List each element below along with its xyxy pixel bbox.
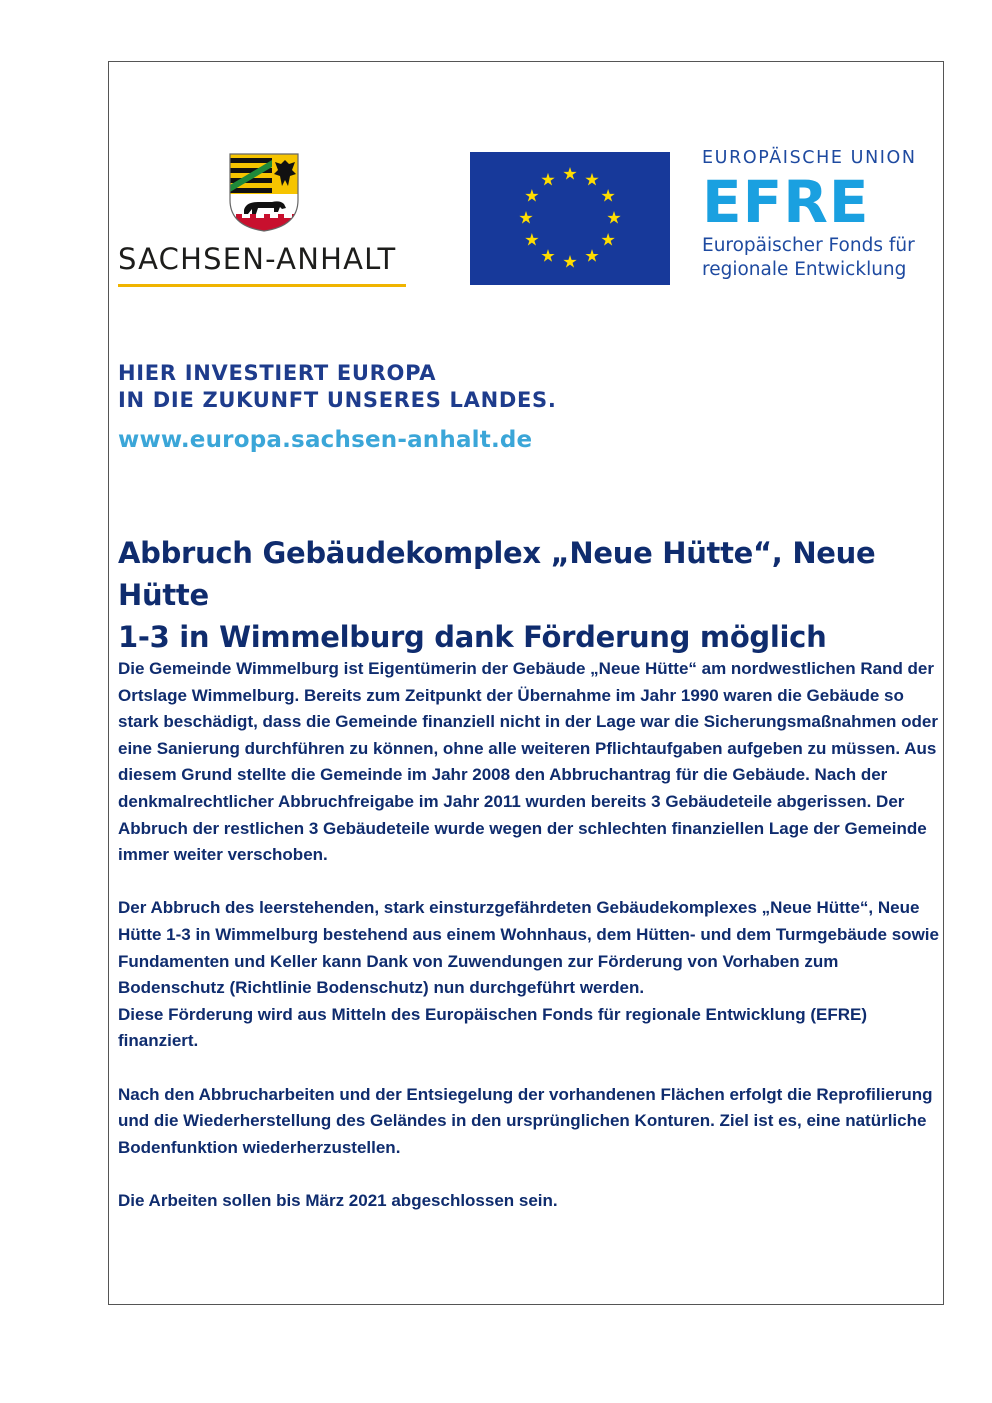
body-paragraph-5: Die Arbeiten sollen bis März 2021 abgeschlossen sein. <box>118 1190 558 1210</box>
page-title-line1: Abbruch Gebäudekomplex „Neue Hütte“, Neue Hütte <box>118 536 876 612</box>
efre-subtitle-line2: regionale Entwicklung <box>702 259 907 280</box>
page-title <box>118 532 940 658</box>
efre-title: EFRE <box>702 168 870 236</box>
slogan-line2: IN DIE ZUKUNFT UNSERES LANDES. <box>118 388 557 412</box>
sachsen-anhalt-underline <box>118 284 406 287</box>
slogan-line1: HIER INVESTIERT EUROPA <box>118 361 437 385</box>
sachsen-anhalt-wordmark: SACHSEN-ANHALT <box>118 242 397 276</box>
efre-header: EUROPÄISCHE UNION <box>702 148 917 168</box>
page-title-line2: 1-3 in Wimmelburg dank Förderung möglich <box>118 620 827 654</box>
slogan-url: www.europa.sachsen-anhalt.de <box>118 427 533 453</box>
efre-logo <box>702 148 942 282</box>
body-paragraph-1: Die Gemeinde Wimmelburg ist Eigentümerin der Gebäude „Neue Hütte“ am nordwestlichen Rand der Ortslage Wimmelburg. Bereits zum Zeitpunkt der Übernahme im Jahr 1990 waren die Gebäude so stark beschädigt, dass die Gemeinde finanziell nicht in der Lage war die Sicherungsmaßnahmen oder eine Sanierung durchführen zu können, ohne alle weiteren Pflichtaufgaben aufgeben zu müssen. Aus diesem Grund stellte die Gemeinde im Jahr 2008 den Abbruchantrag für die Gebäude. Nach der denkmalrechtlicher Abbruchfreigabe im Jahr 2011 wurden bereits 3 Gebäudeteile abgerissen. Der Abbruch der restlichen 3 Gebäudeteile wurde wegen der schlechten finanziellen Lage der Gemeinde immer weiter verschoben. <box>118 659 938 865</box>
body-text <box>118 656 940 1241</box>
body-paragraph-2: Der Abbruch des leerstehenden, stark einsturzgefährdeten Gebäudekomplexes „Neue Hütte“, Neue Hütte 1-3 in Wimmelburg bestehend aus einem Wohnhaus, dem Hütten- und dem Turmgebäude sowie Fundamenten und Keller kann Dank von Zuwendungen zur Förderung von Vorhaben zum Bodenschutz (Richtlinie Bodenschutz) nun durchgeführt werden. <box>118 898 939 998</box>
sachsen-anhalt-crest-icon <box>228 152 300 232</box>
efre-subtitle <box>702 234 942 282</box>
body-paragraph-3: Diese Förderung wird aus Mitteln des Europäischen Fonds für regionale Entwicklung (EFRE) finanziert. <box>118 1004 868 1051</box>
slogan-block <box>118 360 598 453</box>
eu-flag-icon <box>470 152 670 285</box>
body-paragraph-4: Nach den Abbrucharbeiten und der Entsiegelung der vorhandenen Flächen erfolgt die Reprofilierung und die Wiederherstellung des Geländes in den ursprünglichen Konturen. Ziel ist es, eine natürliche Bodenfunktion wiederherzustellen. <box>118 1084 933 1157</box>
efre-subtitle-line1: Europäischer Fonds für <box>702 235 915 256</box>
sachsen-anhalt-logo <box>118 148 408 288</box>
